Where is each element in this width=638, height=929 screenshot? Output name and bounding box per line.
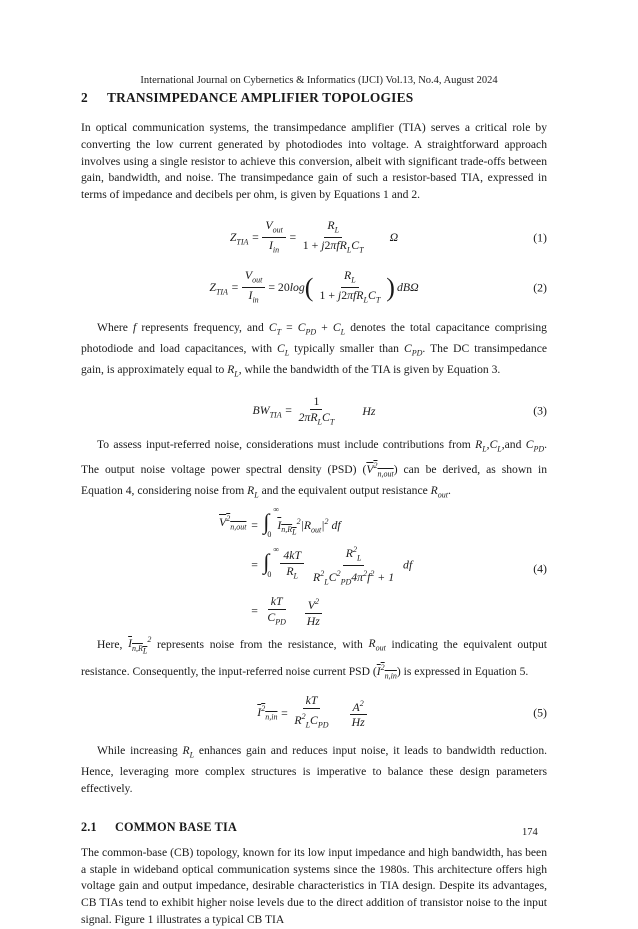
equation-2: $Z_{TIA}$ = $\frac{V_{out}}{I_{in}}$ = 20 log ( $\frac{R_L}{1 + j2\pi fR_LC_T}$ ) dB Ω (2)	[209, 268, 547, 305]
equation-3: $BW_{TIA}$ = $\frac{1}{2\pi R_LC_T}$ Hz (3)	[252, 393, 547, 426]
frequency-paragraph: Where f represents frequency, and $C_T = C_{PD} + C_L$ denotes the total capacitance comprising photodiode and load capacitances, with $C_L$ typically smaller than $C_{PD}$. The DC transimpedance gain, is approximately equal to $R_L$, while the bandwidth of the TIA is given by Equation 3.	[81, 320, 548, 379]
noise-paragraph: To assess input-referred noise, considerations must include contributions from $R_L,C_L,and$ $C_{PD}$. The output noise voltage power spectral density (PSD) $(V^2_{n,out})$ can be derived, as shown in Equation 4, considering noise from $R_L$ and the equivalent output resistance $R_{out}$.	[81, 438, 548, 500]
running-head: International Journal on Cybernetics & Informatics (IJCI) Vol.13, No.4, August 2024	[140, 75, 498, 86]
input-noise-paragraph: Here, $I_{n,R_L}^2$ represents noise from the resistance, with $R_{out}$ indicating the equivalent output resistance. Consequently, the input-referred noise current PSD $(I^2_{n,in})$ is expressed in Equation 5.	[81, 635, 547, 681]
page-number: 174	[522, 827, 538, 838]
equation-1: $Z_{TIA}$ = $\frac{V_{out}}{I_{in}}$ = $\frac{R_L}{1 + j2\pi fR_LC_T}$ Ω (1)	[229, 218, 547, 255]
equation-number-5: (5)	[533, 705, 547, 720]
equation-number-3: (3)	[533, 403, 547, 418]
subsection-heading	[81, 820, 547, 835]
equation-number-1: (1)	[533, 230, 547, 245]
section-number: 2	[81, 90, 88, 105]
section-heading	[81, 90, 547, 106]
subsection-number: 2.1	[81, 819, 97, 834]
intro-paragraph: In optical communication systems, the transimpedance amplifier (TIA) serves a critical role by converting the low current generated by photodiodes into voltage. A straightforward approach involves using a single resistor to achieve this conversion, albeit with significant trade-offs between gain, bandwidth, and noise. The transimpedance gain of such a resistor-based TIA, expressed in terms of impedance and decibels per ohm, is given by Equations 1 and 2.	[81, 121, 547, 202]
equation-number-2: (2)	[533, 280, 547, 295]
equation-number-4: (4)	[533, 561, 547, 575]
common-base-paragraph: The common-base (CB) topology, known for its low input impedance and high bandwidth, has been a staple in wideband optical communication systems since the 1980s. This architecture offers high voltage gain and output impedance, desirable characteristics in TIA design. Despite its advantages, CB TIAs tend to exhibit higher noise levels due to the direct addition of transistor noise to the input signal. Figure 1 illustrates a typical CB TIA	[81, 845, 547, 926]
section-title: TRANSIMPEDANCE AMPLIFIER TOPOLOGIES	[107, 90, 414, 105]
equation-4: $V^2_{n,out}$ = ∫ ∞ 0 $I_{n,R_L}^2|R_{out}|^2$ df = ∫ ∞ 0 $\frac{4kT}{R_L}$ $\frac{R^2_L}{R^2_LC^2_{PD}4\pi^2f^2 + 1}$ df = $\frac{kT}{C_{PD}}$ $\frac{V^2}{Hz}$ (4)	[219, 505, 547, 628]
page-content	[81, 90, 547, 929]
subsection-title: COMMON BASE TIA	[115, 819, 237, 834]
equation-5: $I^2_{n,in}$ = $\frac{kT}{R^2_LC_{PD}}$ $\frac{A^2}{Hz}$ (5)	[257, 693, 547, 730]
tradeoff-paragraph: While increasing $R_L$ enhances gain and reduces input noise, it leads to bandwidth reduction. Hence, leveraging more complex structures is imperative to balance these design parameters effectively.	[81, 744, 548, 795]
